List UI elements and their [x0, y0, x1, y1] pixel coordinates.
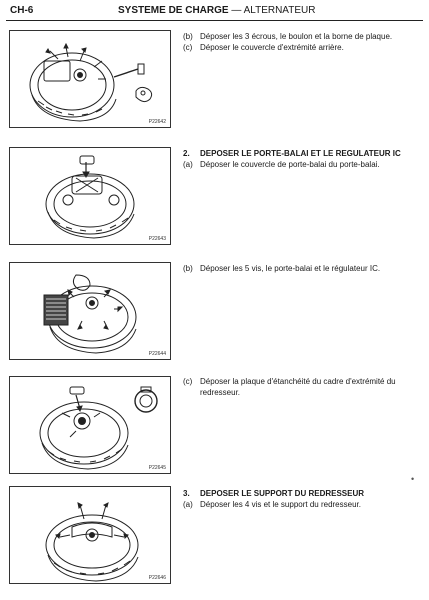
header-rule	[6, 20, 423, 21]
heading-text: DEPOSER LE SUPPORT DU REDRESSEUR	[200, 489, 365, 498]
figure-id: P22645	[148, 465, 166, 471]
step-text: Déposer les 4 vis et le support du redresseur.	[200, 500, 361, 509]
figure-rear-cover	[9, 30, 171, 128]
heading-text: DEPOSER LE PORTE-BALAI ET LE REGULATEUR IC	[200, 149, 401, 158]
page-title	[118, 5, 315, 16]
figure-brush-holder-cover	[9, 147, 171, 245]
step-a-remove-rectifier-holder	[183, 499, 423, 510]
text-block-1	[183, 31, 423, 53]
step-label: (b)	[183, 32, 193, 41]
text-block-2	[183, 148, 423, 170]
step-label: (c)	[183, 43, 193, 52]
heading-number: 3.	[183, 489, 190, 498]
step-c-remove-seal-plate	[183, 376, 423, 398]
step-text: Déposer le couvercle de porte-balai du porte-balai.	[200, 160, 380, 169]
step-text: Déposer les 3 écrous, le boulon et la borne de plaque.	[200, 32, 393, 41]
figure-id: P22643	[148, 236, 166, 242]
figure-id: P22646	[148, 575, 166, 581]
seal-plate-illustration	[10, 377, 170, 473]
step-label: (a)	[183, 160, 193, 169]
step-label: (c)	[183, 377, 193, 386]
step-text: Déposer la plaque d'étanchéité du cadre d'extrémité du redresseur.	[200, 377, 396, 397]
title-separator: —	[231, 5, 242, 16]
figure-id: P22642	[148, 119, 166, 125]
section-title: SYSTEME DE CHARGE	[118, 5, 229, 16]
heading-number: 2.	[183, 149, 190, 158]
text-block-3	[183, 263, 423, 274]
step-text: Déposer les 5 vis, le porte-balai et le régulateur IC.	[200, 264, 381, 273]
step-c-remove-rear-cover	[183, 42, 423, 53]
step-label: (b)	[183, 264, 193, 273]
margin-mark: •	[411, 474, 415, 484]
step-b-remove-screws-regulator	[183, 263, 423, 274]
step-label: (a)	[183, 500, 193, 509]
figure-seal-plate	[9, 376, 171, 474]
section-heading-3	[183, 488, 423, 499]
step-text: Déposer le couvercle d'extrémité arrière.	[200, 43, 344, 52]
subsection-title: ALTERNATEUR	[243, 5, 316, 16]
text-block-4	[183, 376, 423, 398]
figure-brush-holder-regulator	[9, 262, 171, 360]
page-header	[0, 0, 429, 22]
brush-holder-cover-illustration	[10, 148, 170, 244]
section-heading-2	[183, 148, 423, 159]
rectifier-holder-illustration	[10, 487, 170, 583]
page-code: CH-6	[10, 5, 34, 16]
step-b-remove-nuts	[183, 31, 423, 42]
alternator-rear-cover-illustration	[10, 31, 170, 127]
figure-id: P22644	[148, 351, 166, 357]
figure-rectifier-holder	[9, 486, 171, 584]
step-a-remove-brush-cover	[183, 159, 423, 170]
text-block-5	[183, 488, 423, 510]
brush-holder-regulator-illustration	[10, 263, 170, 359]
